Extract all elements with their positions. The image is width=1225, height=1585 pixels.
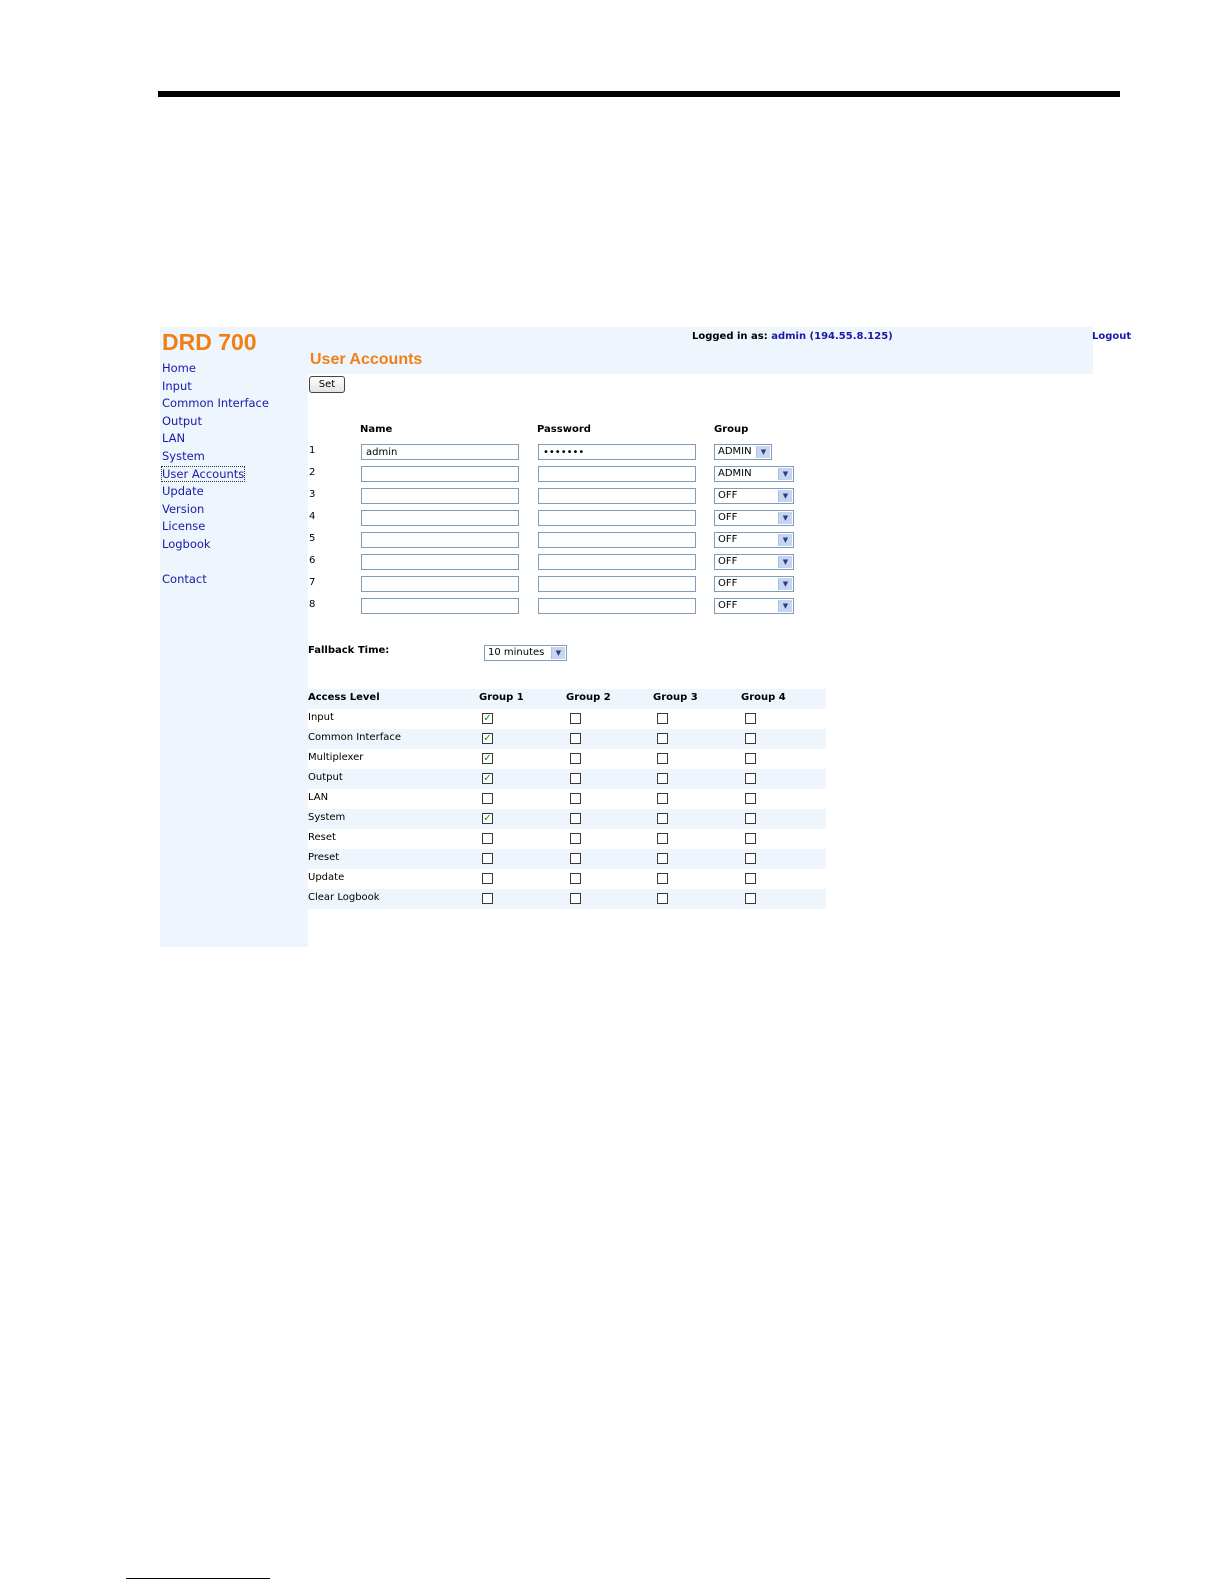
access-row-label: LAN <box>308 792 329 803</box>
group-3-checkbox[interactable] <box>657 793 668 804</box>
group-select-value: OFF <box>718 600 738 611</box>
app-window <box>160 327 1132 947</box>
check-icon: ✓ <box>483 753 492 764</box>
group-select-value: ADMIN <box>718 468 752 479</box>
chevron-down-icon: ▼ <box>778 600 792 612</box>
group-1-checkbox[interactable] <box>482 793 493 804</box>
sidebar-nav <box>162 360 269 589</box>
access-row <box>308 789 826 809</box>
group-select[interactable] <box>714 598 794 614</box>
group-3-checkbox[interactable] <box>657 853 668 864</box>
row-number: 1 <box>309 445 316 456</box>
group-4-checkbox[interactable] <box>745 853 756 864</box>
sidebar <box>160 327 308 947</box>
access-row-label: Update <box>308 872 345 883</box>
group-2-checkbox[interactable] <box>570 813 581 824</box>
logged-in-label: Logged in as: <box>692 331 768 342</box>
password-input[interactable] <box>538 488 696 504</box>
bottom-rule <box>126 1578 270 1579</box>
sidebar-item-version[interactable]: Version <box>162 501 205 516</box>
group-4-checkbox[interactable] <box>745 733 756 744</box>
access-row-label: System <box>308 812 346 823</box>
group-4-checkbox[interactable] <box>745 893 756 904</box>
row-number: 4 <box>309 511 316 522</box>
group-select[interactable] <box>714 532 794 548</box>
group-3-checkbox[interactable] <box>657 713 668 724</box>
sidebar-item-contact[interactable]: Contact <box>162 572 207 587</box>
access-row-label: Common Interface <box>308 732 401 743</box>
group-select-value: ADMIN <box>718 446 752 457</box>
group-4-checkbox[interactable] <box>745 833 756 844</box>
group-select[interactable] <box>714 576 794 592</box>
page-title: User Accounts <box>310 351 423 368</box>
group-column-header: Group <box>714 424 749 435</box>
group-3-checkbox[interactable] <box>657 873 668 884</box>
name-column-header: Name <box>360 424 393 435</box>
name-input[interactable] <box>361 488 519 504</box>
name-input[interactable] <box>361 466 519 482</box>
group-3-checkbox[interactable] <box>657 733 668 744</box>
access-row <box>308 829 826 849</box>
group-3-checkbox[interactable] <box>657 813 668 824</box>
sidebar-item-common-interface[interactable]: Common Interface <box>162 396 269 411</box>
row-number: 7 <box>309 577 316 588</box>
chevron-down-icon: ▼ <box>756 446 770 458</box>
sidebar-item-user-accounts[interactable]: User Accounts <box>162 466 245 481</box>
group-4-checkbox[interactable] <box>745 873 756 884</box>
check-icon: ✓ <box>483 733 492 744</box>
sidebar-item-input[interactable]: Input <box>162 378 192 393</box>
group-select[interactable] <box>714 444 772 460</box>
password-input[interactable] <box>538 466 696 482</box>
name-input[interactable] <box>361 598 519 614</box>
group-1-checkbox[interactable] <box>482 773 493 784</box>
access-row-label: Preset <box>308 852 340 863</box>
check-icon: ✓ <box>483 773 492 784</box>
group-2-checkbox[interactable] <box>570 893 581 904</box>
password-input[interactable] <box>538 576 696 592</box>
group-select[interactable] <box>714 510 794 526</box>
name-input[interactable] <box>361 554 519 570</box>
access-row-label: Output <box>308 772 343 783</box>
group-select-value: OFF <box>718 490 738 501</box>
access-header-row <box>308 689 826 709</box>
group-select[interactable] <box>714 554 794 570</box>
password-input[interactable] <box>538 444 696 460</box>
access-row <box>308 869 826 889</box>
group-2-checkbox[interactable] <box>570 873 581 884</box>
group-2-checkbox[interactable] <box>570 713 581 724</box>
password-input[interactable] <box>538 554 696 570</box>
access-row <box>308 849 826 869</box>
access-row <box>308 889 826 909</box>
group-4-checkbox[interactable] <box>745 713 756 724</box>
sidebar-item-license[interactable]: License <box>162 519 206 534</box>
group-4-checkbox[interactable] <box>745 773 756 784</box>
fallback-time-select[interactable] <box>484 645 567 661</box>
access-row <box>308 709 826 729</box>
sidebar-item-lan[interactable]: LAN <box>162 431 186 446</box>
password-column-header: Password <box>537 424 591 435</box>
brand-title: DRD 700 <box>162 329 257 355</box>
password-input[interactable] <box>538 598 696 614</box>
group-3-checkbox[interactable] <box>657 833 668 844</box>
group-1-checkbox[interactable] <box>482 813 493 824</box>
sidebar-item-update[interactable]: Update <box>162 484 204 499</box>
sidebar-item-logbook[interactable]: Logbook <box>162 536 211 551</box>
chevron-down-icon: ▼ <box>778 578 792 590</box>
group-1-checkbox[interactable] <box>482 833 493 844</box>
group-4-checkbox[interactable] <box>745 813 756 824</box>
chevron-down-icon: ▼ <box>778 490 792 502</box>
group-select-value: OFF <box>718 556 738 567</box>
group-select-value: OFF <box>718 534 738 545</box>
chevron-down-icon: ▼ <box>778 468 792 480</box>
password-input[interactable] <box>538 510 696 526</box>
group-2-checkbox[interactable] <box>570 793 581 804</box>
chevron-down-icon: ▼ <box>778 534 792 546</box>
access-row <box>308 809 826 829</box>
logout-link[interactable]: Logout <box>1092 331 1132 342</box>
chevron-down-icon: ▼ <box>778 556 792 568</box>
fallback-time-label: Fallback Time: <box>308 645 390 656</box>
access-row-label: Multiplexer <box>308 752 364 763</box>
group-1-checkbox[interactable] <box>482 893 493 904</box>
access-row-label: Input <box>308 712 334 723</box>
group-2-header: Group 2 <box>566 692 611 703</box>
row-number: 3 <box>309 489 316 500</box>
group-select[interactable] <box>714 488 794 504</box>
top-rule <box>158 91 1120 97</box>
group-2-checkbox[interactable] <box>570 853 581 864</box>
group-4-header: Group 4 <box>741 692 786 703</box>
access-level-header: Access Level <box>308 692 380 703</box>
group-1-checkbox[interactable] <box>482 753 493 764</box>
group-3-checkbox[interactable] <box>657 753 668 764</box>
group-select[interactable] <box>714 466 794 482</box>
name-input[interactable] <box>361 576 519 592</box>
check-icon: ✓ <box>483 813 492 824</box>
access-row <box>308 769 826 789</box>
sidebar-item-system[interactable]: System <box>162 448 205 463</box>
group-1-checkbox[interactable] <box>482 713 493 724</box>
password-input[interactable] <box>538 532 696 548</box>
check-icon: ✓ <box>483 713 492 724</box>
access-row <box>308 749 826 769</box>
group-select-value: OFF <box>718 578 738 589</box>
group-1-checkbox[interactable] <box>482 733 493 744</box>
chevron-down-icon: ▼ <box>551 647 565 659</box>
name-input[interactable] <box>361 444 519 460</box>
group-3-checkbox[interactable] <box>657 893 668 904</box>
fallback-time-value: 10 minutes <box>488 647 545 658</box>
group-2-checkbox[interactable] <box>570 753 581 764</box>
group-4-checkbox[interactable] <box>745 753 756 764</box>
group-2-checkbox[interactable] <box>570 733 581 744</box>
group-select-value: OFF <box>718 512 738 523</box>
group-2-checkbox[interactable] <box>570 773 581 784</box>
login-status <box>692 331 893 342</box>
access-level-table <box>308 689 826 909</box>
group-4-checkbox[interactable] <box>745 793 756 804</box>
access-row-label: Clear Logbook <box>308 892 380 903</box>
row-number: 5 <box>309 533 316 544</box>
group-2-checkbox[interactable] <box>570 833 581 844</box>
logged-in-user[interactable]: admin (194.55.8.125) <box>771 331 893 342</box>
access-row <box>308 729 826 749</box>
name-input[interactable] <box>361 510 519 526</box>
chevron-down-icon: ▼ <box>778 512 792 524</box>
row-number: 6 <box>309 555 316 566</box>
access-row-label: Reset <box>308 832 336 843</box>
group-1-checkbox[interactable] <box>482 873 493 884</box>
group-1-checkbox[interactable] <box>482 853 493 864</box>
group-1-header: Group 1 <box>479 692 524 703</box>
name-input[interactable] <box>361 532 519 548</box>
group-3-checkbox[interactable] <box>657 773 668 784</box>
sidebar-item-output[interactable]: Output <box>162 413 202 428</box>
header-bar <box>308 327 1132 374</box>
set-button[interactable]: Set <box>309 376 345 393</box>
row-number: 8 <box>309 599 316 610</box>
sidebar-item-home[interactable]: Home <box>162 361 196 375</box>
group-3-header: Group 3 <box>653 692 698 703</box>
row-number: 2 <box>309 467 316 478</box>
